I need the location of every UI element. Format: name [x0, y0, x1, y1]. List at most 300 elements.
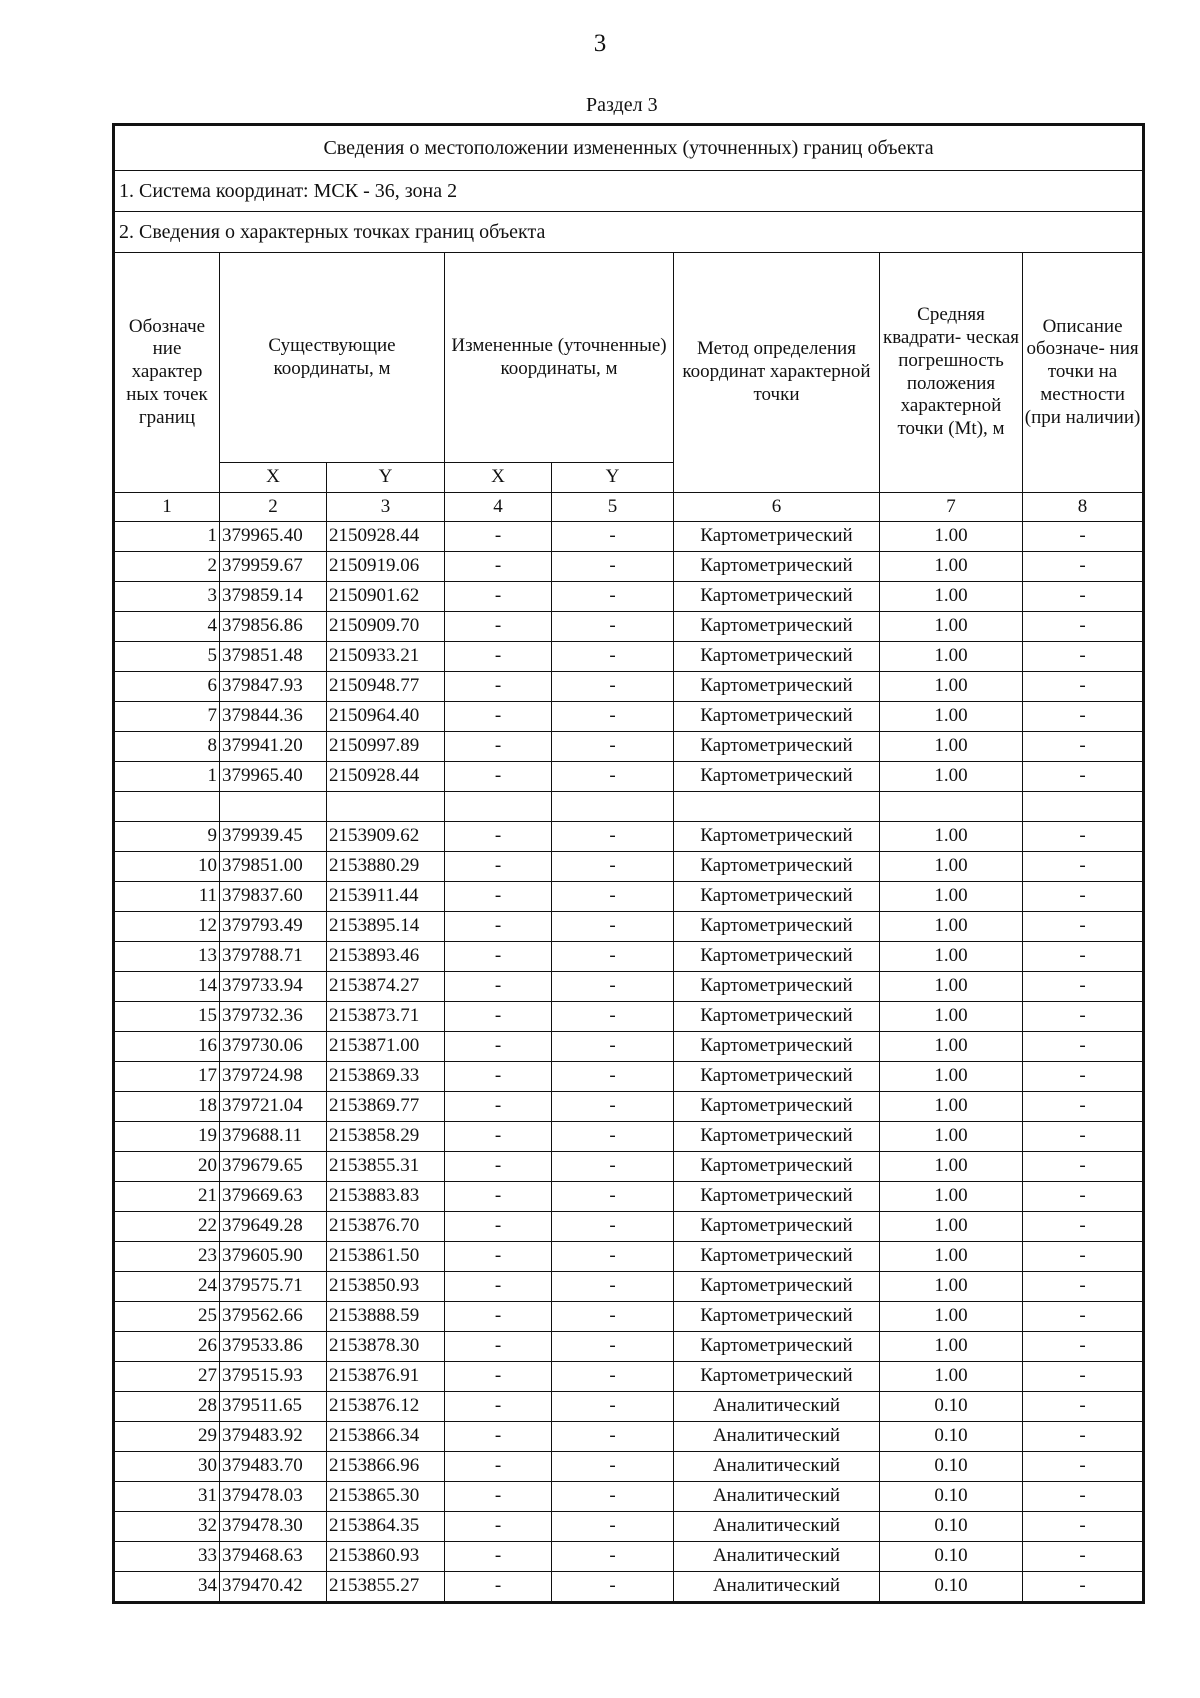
cell-description: - [1023, 1272, 1143, 1302]
cell-changed-y: - [552, 912, 674, 942]
cell-accuracy: 0.10 [880, 1512, 1023, 1542]
cell-point-number: 28 [115, 1392, 220, 1422]
cell-changed-x: - [445, 1572, 552, 1602]
cell-existing-x: 379649.28 [220, 1212, 327, 1242]
cell-existing-y: 2153878.30 [327, 1332, 445, 1362]
cell-point-number: 17 [115, 1062, 220, 1092]
cell-existing-y: 2153861.50 [327, 1242, 445, 1272]
cell-existing-x: 379730.06 [220, 1032, 327, 1062]
cell-point-number: 34 [115, 1572, 220, 1602]
cell-existing-x: 379724.98 [220, 1062, 327, 1092]
table-row [115, 972, 1143, 1002]
cell-changed-y: - [552, 552, 674, 582]
cell-accuracy: 1.00 [880, 1242, 1023, 1272]
separator-row [115, 792, 1143, 822]
table-row [115, 672, 1143, 702]
cell-existing-x: 379837.60 [220, 882, 327, 912]
cell-accuracy: 1.00 [880, 762, 1023, 792]
table-row [115, 1572, 1143, 1602]
cell-accuracy: 0.10 [880, 1542, 1023, 1572]
cell-existing-y: 2153874.27 [327, 972, 445, 1002]
column-number: 2 [220, 493, 327, 522]
cell-changed-x: - [445, 1482, 552, 1512]
cell-point-number: 16 [115, 1032, 220, 1062]
cell-changed-y: - [552, 1302, 674, 1332]
cell-accuracy: 1.00 [880, 1302, 1023, 1332]
cell-accuracy: 0.10 [880, 1392, 1023, 1422]
cell-existing-y: 2150901.62 [327, 582, 445, 612]
table-row [115, 552, 1143, 582]
cell-description: - [1023, 1482, 1143, 1512]
header-changed-coords: Измененные (уточненные) координаты, м [445, 253, 674, 463]
cell-accuracy: 1.00 [880, 1092, 1023, 1122]
cell-accuracy: 1.00 [880, 582, 1023, 612]
cell-description: - [1023, 1452, 1143, 1482]
cell-existing-y: 2153909.62 [327, 822, 445, 852]
cell-existing-y: 2153860.93 [327, 1542, 445, 1572]
cell-method: Аналитический [674, 1452, 880, 1482]
cell-point-number: 22 [115, 1212, 220, 1242]
cell-accuracy: 0.10 [880, 1452, 1023, 1482]
cell-accuracy: 1.00 [880, 822, 1023, 852]
cell-existing-y: 2153873.71 [327, 1002, 445, 1032]
cell-existing-x: 379515.93 [220, 1362, 327, 1392]
cell-accuracy: 1.00 [880, 702, 1023, 732]
cell-existing-y: 2150933.21 [327, 642, 445, 672]
cell-point-number: 20 [115, 1152, 220, 1182]
cell-changed-x: - [445, 852, 552, 882]
cell-description: - [1023, 1512, 1143, 1542]
cell-changed-x: - [445, 942, 552, 972]
cell-point-number: 2 [115, 552, 220, 582]
empty-cell [552, 792, 674, 822]
cell-description: - [1023, 942, 1143, 972]
cell-changed-x: - [445, 552, 552, 582]
cell-changed-y: - [552, 1062, 674, 1092]
cell-existing-x: 379788.71 [220, 942, 327, 972]
table-row [115, 582, 1143, 612]
cell-method: Картометрический [674, 942, 880, 972]
table-row [115, 762, 1143, 792]
cell-changed-y: - [552, 1002, 674, 1032]
cell-accuracy: 1.00 [880, 552, 1023, 582]
table-row [115, 612, 1143, 642]
points-info: 2. Сведения о характерных точках границ объекта [115, 212, 1143, 253]
cell-description: - [1023, 1152, 1143, 1182]
header-description: Описание обозначе- ния точки на местности (при наличии) [1023, 253, 1143, 493]
cell-accuracy: 1.00 [880, 1122, 1023, 1152]
cell-method: Картометрический [674, 1002, 880, 1032]
table-row [115, 1062, 1143, 1092]
cell-changed-y: - [552, 1032, 674, 1062]
cell-point-number: 9 [115, 822, 220, 852]
table-row [115, 702, 1143, 732]
header-accuracy: Средняя квадрати- ческая погрешность положения характерной точки (Mt), м [880, 253, 1023, 493]
cell-existing-x: 379939.45 [220, 822, 327, 852]
cell-changed-x: - [445, 1092, 552, 1122]
cell-changed-y: - [552, 1242, 674, 1272]
cell-method: Картометрический [674, 882, 880, 912]
table-row [115, 852, 1143, 882]
cell-point-number: 6 [115, 672, 220, 702]
boundary-points-table [114, 125, 1143, 1602]
cell-existing-y: 2153866.96 [327, 1452, 445, 1482]
cell-accuracy: 0.10 [880, 1422, 1023, 1452]
cell-existing-y: 2153864.35 [327, 1512, 445, 1542]
cell-point-number: 30 [115, 1452, 220, 1482]
header-method: Метод определения координат характерной точки [674, 253, 880, 493]
empty-cell [1023, 792, 1143, 822]
cell-changed-y: - [552, 852, 674, 882]
cell-description: - [1023, 1332, 1143, 1362]
cell-changed-y: - [552, 1332, 674, 1362]
table-row [115, 942, 1143, 972]
empty-cell [674, 792, 880, 822]
table-row [115, 1242, 1143, 1272]
cell-point-number: 4 [115, 612, 220, 642]
cell-description: - [1023, 852, 1143, 882]
cell-accuracy: 0.10 [880, 1572, 1023, 1602]
cell-point-number: 29 [115, 1422, 220, 1452]
cell-changed-x: - [445, 1272, 552, 1302]
cell-point-number: 19 [115, 1122, 220, 1152]
cell-method: Картометрический [674, 1302, 880, 1332]
cell-changed-x: - [445, 972, 552, 1002]
cell-point-number: 1 [115, 522, 220, 552]
cell-existing-x: 379478.30 [220, 1512, 327, 1542]
cell-changed-y: - [552, 1362, 674, 1392]
cell-method: Аналитический [674, 1572, 880, 1602]
cell-point-number: 23 [115, 1242, 220, 1272]
table-row [115, 1512, 1143, 1542]
cell-existing-x: 379478.03 [220, 1482, 327, 1512]
cell-existing-y: 2153893.46 [327, 942, 445, 972]
cell-changed-x: - [445, 672, 552, 702]
cell-description: - [1023, 1242, 1143, 1272]
table-row [115, 1212, 1143, 1242]
cell-method: Картометрический [674, 552, 880, 582]
cell-changed-x: - [445, 1392, 552, 1422]
cell-changed-x: - [445, 702, 552, 732]
cell-method: Картометрический [674, 1182, 880, 1212]
cell-method: Картометрический [674, 522, 880, 552]
cell-method: Картометрический [674, 1362, 880, 1392]
cell-changed-y: - [552, 732, 674, 762]
cell-method: Картометрический [674, 1212, 880, 1242]
cell-existing-y: 2153855.31 [327, 1152, 445, 1182]
cell-changed-x: - [445, 1362, 552, 1392]
cell-existing-x: 379605.90 [220, 1242, 327, 1272]
table-title: Сведения о местоположении измененных (уточненных) границ объекта [115, 126, 1143, 171]
cell-description: - [1023, 1542, 1143, 1572]
table-row [115, 1272, 1143, 1302]
cell-changed-x: - [445, 732, 552, 762]
cell-existing-x: 379847.93 [220, 672, 327, 702]
cell-existing-y: 2150928.44 [327, 522, 445, 552]
cell-changed-x: - [445, 912, 552, 942]
cell-method: Аналитический [674, 1542, 880, 1572]
cell-method: Картометрический [674, 972, 880, 1002]
cell-changed-y: - [552, 1152, 674, 1182]
cell-existing-y: 2153865.30 [327, 1482, 445, 1512]
cell-changed-y: - [552, 582, 674, 612]
cell-existing-x: 379844.36 [220, 702, 327, 732]
cell-changed-y: - [552, 882, 674, 912]
cell-changed-x: - [445, 522, 552, 552]
cell-changed-x: - [445, 1062, 552, 1092]
cell-changed-x: - [445, 882, 552, 912]
cell-method: Картометрический [674, 582, 880, 612]
cell-accuracy: 1.00 [880, 1212, 1023, 1242]
cell-changed-y: - [552, 1392, 674, 1422]
column-number: 8 [1023, 493, 1143, 522]
cell-accuracy: 1.00 [880, 882, 1023, 912]
cell-changed-x: - [445, 822, 552, 852]
table-row [115, 1182, 1143, 1212]
cell-accuracy: 1.00 [880, 1002, 1023, 1032]
cell-method: Аналитический [674, 1512, 880, 1542]
cell-method: Картометрический [674, 1272, 880, 1302]
cell-existing-x: 379793.49 [220, 912, 327, 942]
cell-existing-x: 379483.70 [220, 1452, 327, 1482]
cell-description: - [1023, 762, 1143, 792]
cell-accuracy: 1.00 [880, 1272, 1023, 1302]
table-row [115, 1152, 1143, 1182]
cell-accuracy: 1.00 [880, 972, 1023, 1002]
cell-point-number: 5 [115, 642, 220, 672]
cell-existing-x: 379851.48 [220, 642, 327, 672]
cell-method: Картометрический [674, 672, 880, 702]
cell-changed-y: - [552, 642, 674, 672]
cell-changed-x: - [445, 612, 552, 642]
cell-changed-x: - [445, 1002, 552, 1032]
cell-changed-y: - [552, 1512, 674, 1542]
cell-existing-y: 2150964.40 [327, 702, 445, 732]
table-row [115, 1482, 1143, 1512]
cell-existing-y: 2150948.77 [327, 672, 445, 702]
cell-accuracy: 1.00 [880, 1362, 1023, 1392]
cell-point-number: 1 [115, 762, 220, 792]
table-row [115, 732, 1143, 762]
empty-cell [327, 792, 445, 822]
cell-point-number: 18 [115, 1092, 220, 1122]
cell-accuracy: 1.00 [880, 732, 1023, 762]
cell-method: Картометрический [674, 1242, 880, 1272]
cell-existing-x: 379470.42 [220, 1572, 327, 1602]
cell-existing-y: 2153888.59 [327, 1302, 445, 1332]
section-title: Раздел 3 [586, 94, 658, 116]
column-number: 3 [327, 493, 445, 522]
cell-changed-x: - [445, 1182, 552, 1212]
cell-description: - [1023, 882, 1143, 912]
cell-point-number: 10 [115, 852, 220, 882]
cell-method: Картометрический [674, 1152, 880, 1182]
cell-existing-x: 379679.65 [220, 1152, 327, 1182]
cell-changed-x: - [445, 1032, 552, 1062]
table-row [115, 1332, 1143, 1362]
cell-changed-y: - [552, 702, 674, 732]
table-row [115, 1422, 1143, 1452]
cell-description: - [1023, 1182, 1143, 1212]
cell-existing-x: 379468.63 [220, 1542, 327, 1572]
page-number: 3 [593, 30, 607, 57]
cell-description: - [1023, 612, 1143, 642]
cell-changed-y: - [552, 612, 674, 642]
cell-point-number: 3 [115, 582, 220, 612]
cell-existing-y: 2153883.83 [327, 1182, 445, 1212]
table-row [115, 1302, 1143, 1332]
cell-existing-x: 379562.66 [220, 1302, 327, 1332]
cell-method: Картометрический [674, 1092, 880, 1122]
cell-description: - [1023, 582, 1143, 612]
cell-method: Картометрический [674, 1032, 880, 1062]
cell-changed-y: - [552, 522, 674, 552]
header-point: Обозначе ние характер ных точек границ [115, 253, 220, 493]
cell-accuracy: 1.00 [880, 612, 1023, 642]
cell-existing-x: 379511.65 [220, 1392, 327, 1422]
cell-description: - [1023, 522, 1143, 552]
cell-description: - [1023, 1362, 1143, 1392]
table-row [115, 1032, 1143, 1062]
cell-accuracy: 1.00 [880, 912, 1023, 942]
cell-existing-x: 379959.67 [220, 552, 327, 582]
cell-existing-y: 2150919.06 [327, 552, 445, 582]
cell-description: - [1023, 552, 1143, 582]
cell-changed-x: - [445, 1152, 552, 1182]
cell-description: - [1023, 642, 1143, 672]
cell-existing-y: 2153855.27 [327, 1572, 445, 1602]
cell-accuracy: 1.00 [880, 1332, 1023, 1362]
cell-description: - [1023, 1062, 1143, 1092]
cell-existing-y: 2153911.44 [327, 882, 445, 912]
cell-existing-y: 2153869.33 [327, 1062, 445, 1092]
cell-description: - [1023, 1122, 1143, 1152]
cell-method: Картометрический [674, 612, 880, 642]
cell-changed-x: - [445, 1332, 552, 1362]
cell-changed-y: - [552, 1182, 674, 1212]
table-row [115, 1092, 1143, 1122]
cell-changed-y: - [552, 1452, 674, 1482]
cell-changed-y: - [552, 972, 674, 1002]
cell-existing-x: 379721.04 [220, 1092, 327, 1122]
cell-method: Картометрический [674, 912, 880, 942]
cell-changed-y: - [552, 672, 674, 702]
cell-existing-x: 379733.94 [220, 972, 327, 1002]
cell-method: Картометрический [674, 1122, 880, 1152]
cell-changed-y: - [552, 1092, 674, 1122]
cell-method: Аналитический [674, 1422, 880, 1452]
cell-existing-x: 379965.40 [220, 522, 327, 552]
cell-description: - [1023, 1572, 1143, 1602]
cell-accuracy: 1.00 [880, 1182, 1023, 1212]
cell-point-number: 27 [115, 1362, 220, 1392]
table-row [115, 822, 1143, 852]
cell-existing-y: 2153866.34 [327, 1422, 445, 1452]
header-existing-x: X [220, 463, 327, 493]
cell-description: - [1023, 1302, 1143, 1332]
cell-point-number: 12 [115, 912, 220, 942]
cell-changed-y: - [552, 942, 674, 972]
cell-changed-x: - [445, 1452, 552, 1482]
cell-method: Картометрический [674, 732, 880, 762]
cell-existing-x: 379965.40 [220, 762, 327, 792]
cell-accuracy: 1.00 [880, 1062, 1023, 1092]
cell-existing-y: 2153876.91 [327, 1362, 445, 1392]
cell-description: - [1023, 702, 1143, 732]
cell-description: - [1023, 1092, 1143, 1122]
cell-changed-y: - [552, 1272, 674, 1302]
cell-existing-x: 379732.36 [220, 1002, 327, 1032]
cell-changed-x: - [445, 1122, 552, 1152]
cell-existing-x: 379851.00 [220, 852, 327, 882]
cell-changed-x: - [445, 642, 552, 672]
column-numbers-row [115, 493, 1143, 522]
cell-existing-y: 2150997.89 [327, 732, 445, 762]
table-row [115, 1452, 1143, 1482]
cell-existing-x: 379859.14 [220, 582, 327, 612]
cell-method: Картометрический [674, 1062, 880, 1092]
cell-method: Аналитический [674, 1482, 880, 1512]
cell-accuracy: 1.00 [880, 522, 1023, 552]
cell-existing-x: 379856.86 [220, 612, 327, 642]
cell-changed-x: - [445, 1542, 552, 1572]
cell-changed-y: - [552, 762, 674, 792]
cell-method: Картометрический [674, 702, 880, 732]
cell-point-number: 7 [115, 702, 220, 732]
cell-point-number: 32 [115, 1512, 220, 1542]
cell-accuracy: 1.00 [880, 942, 1023, 972]
column-number: 7 [880, 493, 1023, 522]
cell-description: - [1023, 672, 1143, 702]
cell-point-number: 33 [115, 1542, 220, 1572]
cell-existing-y: 2153850.93 [327, 1272, 445, 1302]
column-number: 1 [115, 493, 220, 522]
cell-method: Картометрический [674, 642, 880, 672]
cell-existing-y: 2153871.00 [327, 1032, 445, 1062]
column-number: 6 [674, 493, 880, 522]
cell-description: - [1023, 822, 1143, 852]
cell-accuracy: 1.00 [880, 672, 1023, 702]
cell-accuracy: 1.00 [880, 642, 1023, 672]
cell-description: - [1023, 1032, 1143, 1062]
table-row [115, 1542, 1143, 1572]
empty-cell [220, 792, 327, 822]
cell-point-number: 25 [115, 1302, 220, 1332]
cell-changed-y: - [552, 1542, 674, 1572]
table-row [115, 642, 1143, 672]
cell-description: - [1023, 1002, 1143, 1032]
cell-accuracy: 1.00 [880, 1152, 1023, 1182]
cell-point-number: 13 [115, 942, 220, 972]
cell-changed-x: - [445, 1512, 552, 1542]
cell-changed-x: - [445, 1422, 552, 1452]
cell-changed-x: - [445, 1212, 552, 1242]
coordinate-system: 1. Система координат: МСК - 36, зона 2 [115, 171, 1143, 212]
cell-method: Картометрический [674, 762, 880, 792]
table-row [115, 912, 1143, 942]
cell-description: - [1023, 1392, 1143, 1422]
cell-point-number: 14 [115, 972, 220, 1002]
column-number: 4 [445, 493, 552, 522]
cell-existing-y: 2153869.77 [327, 1092, 445, 1122]
cell-point-number: 21 [115, 1182, 220, 1212]
table-row [115, 1362, 1143, 1392]
cell-existing-y: 2153876.70 [327, 1212, 445, 1242]
cell-changed-y: - [552, 1212, 674, 1242]
cell-existing-x: 379669.63 [220, 1182, 327, 1212]
cell-existing-y: 2153876.12 [327, 1392, 445, 1422]
cell-description: - [1023, 1422, 1143, 1452]
